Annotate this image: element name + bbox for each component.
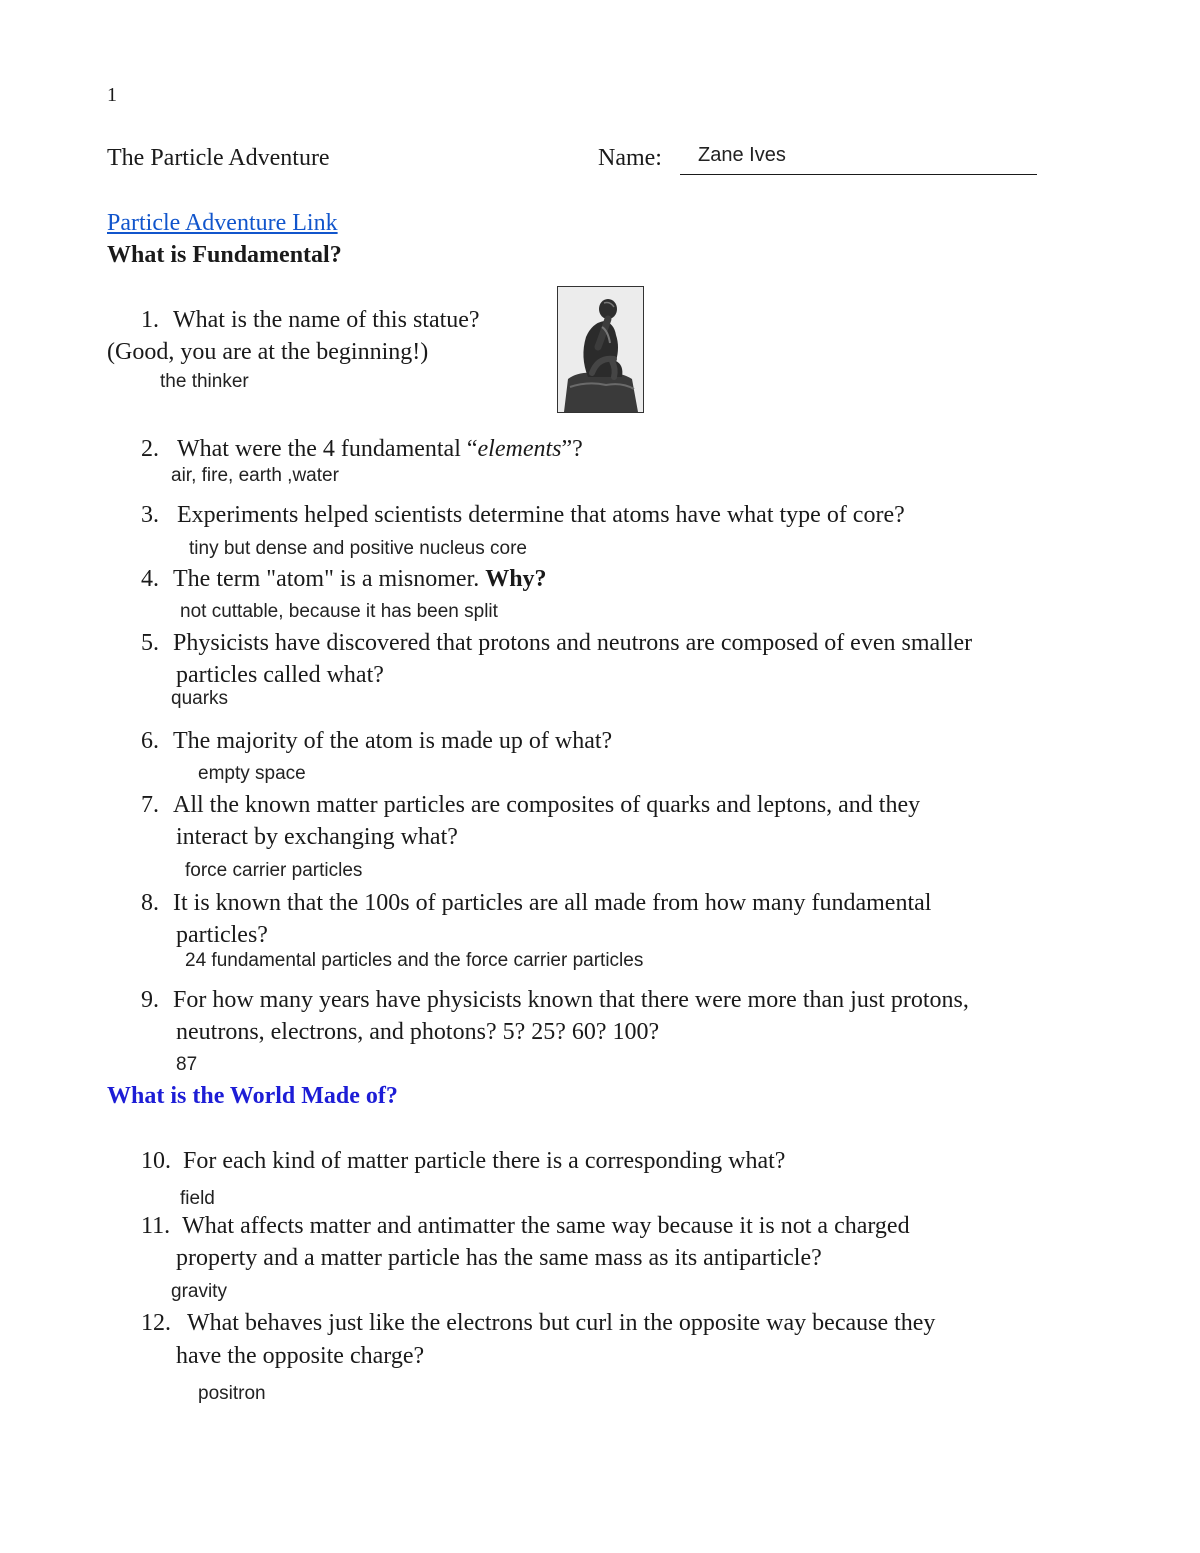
question-number: 9. [141, 987, 159, 1013]
particle-adventure-link[interactable]: Particle Adventure Link [107, 210, 338, 236]
question-number: 12. [141, 1310, 171, 1336]
question-text-post: ”? [561, 436, 583, 462]
thinker-statue-icon [558, 287, 643, 412]
question-text: It is known that the 100s of particles are all made from how many fundamental [173, 890, 932, 916]
answer-4: not cuttable, because it has been split [180, 601, 498, 622]
answer-8: 24 fundamental particles and the force carrier particles [185, 950, 644, 971]
question-number: 3. [141, 502, 159, 528]
question-10 [141, 1148, 785, 1175]
answer-7: force carrier particles [185, 860, 363, 881]
question-1 [141, 307, 480, 334]
question-text: What behaves just like the electrons but curl in the opposite way because they [187, 1310, 936, 1336]
question-number: 11. [141, 1213, 171, 1239]
question-text: Experiments helped scientists determine that atoms have what type of core? [177, 502, 905, 528]
question-text: What is the name of this statue? [173, 307, 480, 333]
question-3 [141, 502, 905, 529]
name-label: Name: [598, 145, 662, 171]
question-number: 5. [141, 630, 159, 656]
question-text-pre: What were the 4 fundamental “ [177, 436, 478, 462]
question-text: What affects matter and antimatter the same way because it is not a charged [182, 1213, 910, 1239]
section-heading-world: What is the World Made of? [107, 1083, 398, 1109]
question-11 [141, 1213, 910, 1240]
answer-12: positron [198, 1383, 266, 1404]
question-8 [141, 890, 931, 917]
question-2 [141, 436, 583, 463]
question-number: 2. [141, 436, 159, 462]
answer-10: field [180, 1188, 215, 1209]
question-text-bold: Why? [485, 566, 547, 592]
answer-6: empty space [198, 763, 306, 784]
question-12-line-2: have the opposite charge? [176, 1343, 425, 1369]
question-7 [141, 792, 920, 819]
question-text: Physicists have discovered that protons and neutrons are composed of even smaller [173, 630, 973, 656]
question-text: The majority of the atom is made up of what? [173, 728, 613, 754]
section-heading-fundamental: What is Fundamental? [107, 242, 342, 268]
question-4 [141, 566, 547, 593]
question-number: 7. [141, 792, 159, 818]
question-number: 4. [141, 566, 159, 592]
question-7-line-2: interact by exchanging what? [176, 824, 458, 850]
question-12 [141, 1310, 935, 1337]
question-text-pre: The term "atom" is a misnomer. [173, 566, 486, 592]
answer-3: tiny but dense and positive nucleus core [189, 538, 527, 559]
question-number: 8. [141, 890, 159, 916]
question-number: 1. [141, 307, 159, 333]
question-6 [141, 728, 612, 755]
question-number: 10. [141, 1148, 171, 1174]
question-8-line-2: particles? [176, 922, 268, 948]
name-underline [680, 174, 1037, 175]
answer-11: gravity [171, 1281, 227, 1302]
question-number: 6. [141, 728, 159, 754]
question-5 [141, 630, 972, 657]
answer-5: quarks [171, 688, 229, 709]
question-1-line-2: (Good, you are at the beginning!) [107, 339, 429, 365]
answer-9: 87 [176, 1054, 198, 1075]
question-5-line-2: particles called what? [176, 662, 384, 688]
question-9-line-2: neutrons, electrons, and photons? 5? 25? 60? 100? [176, 1019, 660, 1045]
question-text: For how many years have physicists known that there were more than just protons, [173, 987, 969, 1013]
question-text-italic: elements [477, 436, 562, 462]
answer-2: air, fire, earth ,water [171, 465, 339, 486]
thinker-statue-image [557, 286, 644, 413]
question-9 [141, 987, 969, 1014]
question-text: For each kind of matter particle there is a corresponding what? [183, 1148, 786, 1174]
question-11-line-2: property and a matter particle has the same mass as its antiparticle? [176, 1245, 822, 1271]
question-text: All the known matter particles are composites of quarks and leptons, and they [173, 792, 921, 818]
name-field[interactable]: Zane Ives [698, 144, 786, 166]
page-number: 1 [107, 84, 117, 106]
document-title: The Particle Adventure [107, 145, 330, 171]
answer-1: the thinker [160, 371, 249, 392]
